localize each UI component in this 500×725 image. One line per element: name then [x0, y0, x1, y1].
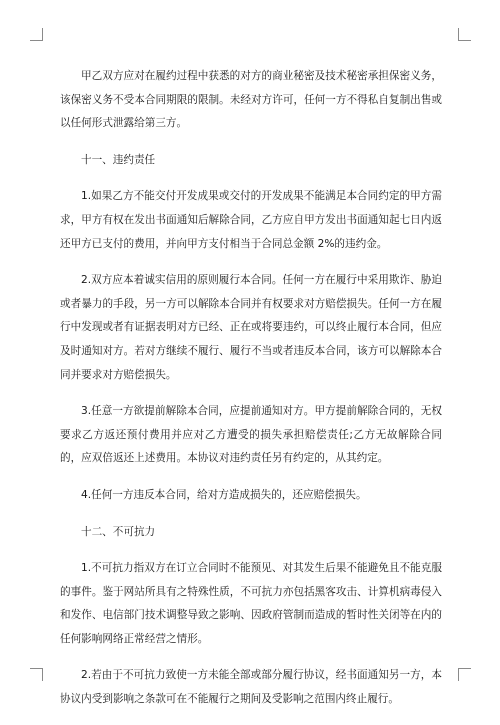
document-body [60, 65, 442, 725]
section-heading-breach-liability: 十一、违约责任 [81, 153, 156, 166]
paragraph-breach-3: 3.任意一方欲提前解除本合同，应提前通知对方。甲方提前解除合同的，无权要求乙方返还预付费用并应对乙方遭受的损失承担赔偿责任;乙方无故解除合同的，应双倍返还上述费用。本协议对违约责任另有约定的，从其约定。 [60, 405, 442, 465]
crop-mark-top-left [30, 28, 43, 41]
paragraph-force-majeure-1: 1.不可抗力指双方在订立合同时不能预见、对其发生后果不能避免且不能克服的事件。鉴于网站所具有之特殊性质，不可抗力亦包括黑客攻击、计算机病毒侵入和发作、电信部门技术调整导致之影响、因政府管制而造成的暂时性关闭等在内的任何影响网络正常经营之情形。 [60, 562, 442, 645]
paragraph-confidentiality: 甲乙双方应对在履约过程中获悉的对方的商业秘密及技术秘密承担保密义务，该保密义务不受本合同期限的限制。未经对方许可，任何一方不得私自复制出售或以任何形式泄露给第三方。 [60, 70, 442, 130]
paragraph-breach-2: 2.双方应本着诚实信用的原则履行本合同。任何一方在履行中采用欺诈、胁迫或者暴力的手段，另一方可以解除本合同并有权要求对方赔偿损失。任何一方在履行中发现或者有证据表明对方已经、正在或将要违约，可以终止履行本合同，但应及时通知对方。若对方继续不履行、履行不当或者违反本合同，该方可以解除本合同并要求对方赔偿损失。 [60, 274, 442, 381]
paragraph-breach-4: 4.任何一方违反本合同，给对方造成损失的，还应赔偿损失。 [81, 488, 367, 501]
paragraph-breach-1: 1.如果乙方不能交付开发成果或交付的开发成果不能满足本合同约定的甲方需求，甲方有权在发出书面通知后解除合同，乙方应自甲方发出书面通知起七日内返还甲方已支付的费用，并向甲方支付相当于合同总金额 2%的违约金。 [60, 190, 442, 250]
crop-mark-bottom-left [30, 668, 43, 681]
paragraph-force-majeure-2: 2.若由于不可抗力致使一方未能全部或部分履行协议，经书面通知另一方，本协议内受到影响之条款可在不能履行之期间及受影响之范围内终止履行。 [60, 669, 442, 706]
crop-mark-top-right [458, 28, 471, 41]
crop-mark-bottom-right [458, 668, 471, 681]
section-heading-force-majeure: 十二、不可抗力 [81, 525, 156, 538]
